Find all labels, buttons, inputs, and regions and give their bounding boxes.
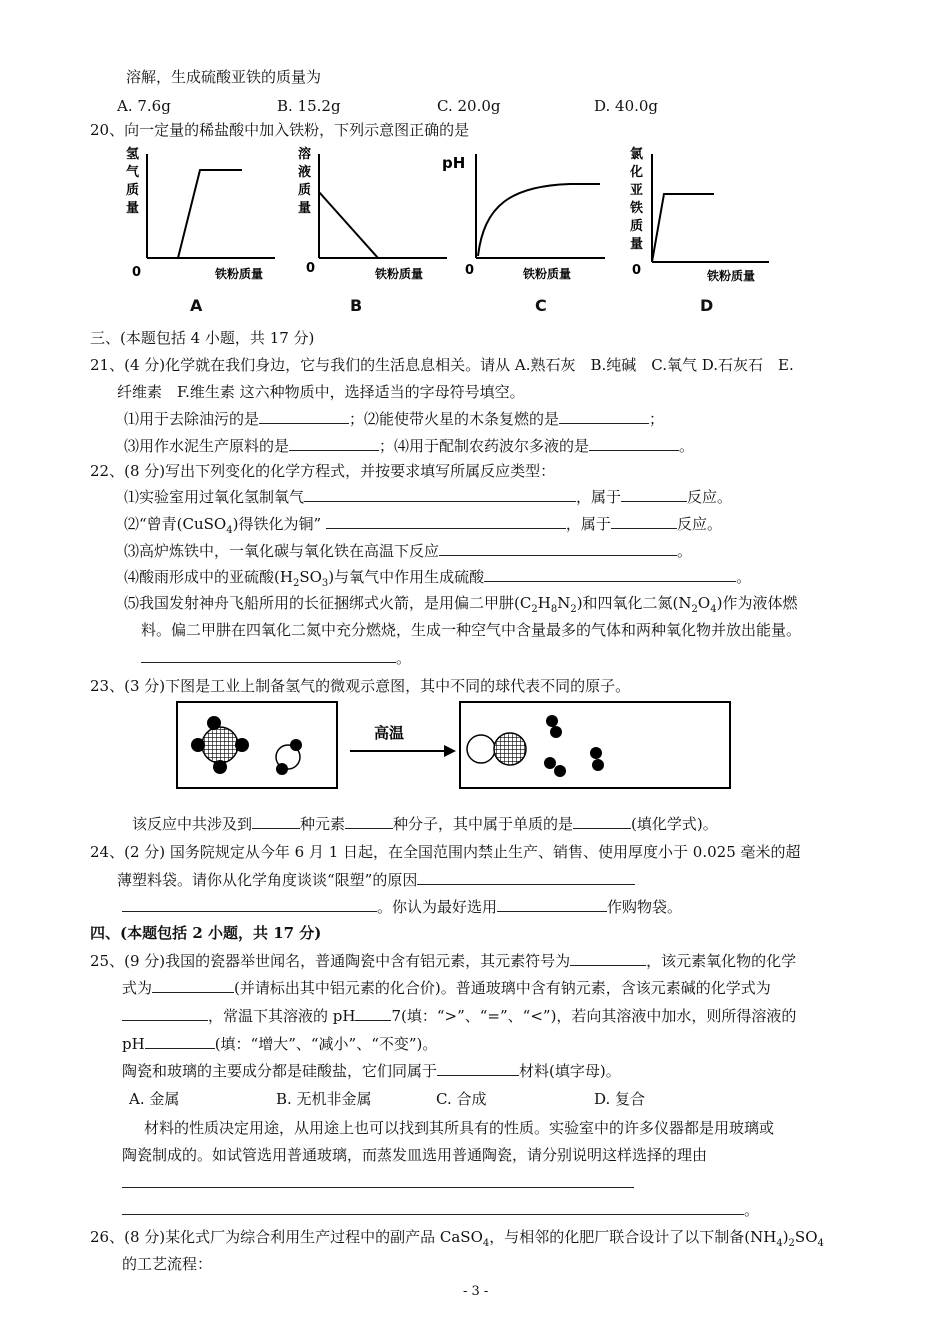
q23-arrow-head [444,745,456,757]
q22-item-2 [124,513,722,534]
q22-i4-end: 。 [736,568,752,586]
section-3-heading: 三、(本题包括 4 小题，共 17 分) [90,329,315,347]
q25-blank-reason-1[interactable] [122,1172,634,1188]
q22-i2-sub: 4 [226,525,233,536]
graph-d-ylabel-3: 铁 [630,201,644,216]
graph-b-ylabel-2: 质 [298,183,312,198]
graph-a [120,146,280,286]
q26-line1 [90,1227,824,1247]
q26-line2: 的工艺流程： [122,1255,213,1273]
q26-l1d: SO [794,1228,818,1246]
q25-line5 [122,1060,621,1081]
graph-c-zero: 0 [465,263,475,278]
q24-line3 [122,896,682,917]
q25-l1a: 25、(9 分)我国的瓷器举世闻名，普通陶瓷中含有铝元素，其元素符号为 [90,952,571,970]
q21-blanks-row2 [124,435,694,456]
graph-d-ylabel-1: 化 [630,165,644,180]
q23-small-atom [191,738,205,752]
graph-c [440,146,610,286]
q21-line1: 21、(4 分)化学就在我们身边，它与我们的生活息息相关。请从 A.熟石灰 B.纯碱 C.氧气 D.石灰石 E. [90,356,794,374]
q23-diagram [176,701,736,791]
q22-i5-text2: )和四氧化二氮(N [576,594,692,612]
q23-stem: 23、(3 分)下图是工业上制备氢气的微观示意图，其中不同的球代表不同的原子。 [90,677,631,695]
q22-i2-text: ⑵“曾青(CuSO [124,515,227,533]
q22-i1-text: ⑴实验室用过氧化氢制氧气 [124,488,305,506]
q23-a3: 种分子，其中属于单质的是 [393,815,574,833]
q22-i1-blank[interactable] [304,486,576,502]
q20-stem: 20、向一定量的稀盐酸中加入铁粉，下列示意图正确的是 [90,121,470,139]
graph-d-zero: 0 [632,263,642,278]
q21-s1: ⑴用于去除油污的是 [124,410,260,428]
q23-large-atom [494,733,526,765]
graph-b-ylabel-1: 液 [298,165,312,180]
graph-d [624,146,774,286]
q23-blank-element[interactable] [573,813,631,829]
q25-option-d: D. 复合 [594,1090,646,1108]
q25-line7: 材料的性质决定用途，从用途上也可以找到其所具有的性质。实验室中的许多仪器都是用玻璃或 [144,1119,775,1137]
q25-blank-reason-2[interactable] [122,1199,744,1215]
q23-small-atom [554,765,566,777]
graph-b-xlabel: 铁粉质量 [375,267,424,281]
q25-answer-line2 [122,1199,759,1220]
q22-item-4 [124,566,751,587]
q25-l2b: (并请标出其中铝元素的化合价)。普通玻璃中含有钠元素，含该元素碱的化学式为 [234,979,771,997]
q25-blank-formula[interactable] [152,977,234,993]
q26-l1c: ) [782,1228,789,1246]
q25-l3b: 7(填：“>”、“=”、“<”)，若向其溶液中加水，则所得溶液的 [391,1007,797,1025]
q25-line8: 陶瓷制成的。如试管选用普通玻璃，而蒸发皿选用普通陶瓷，请分别说明这样选择的理由 [122,1146,708,1164]
graph-c-ylabel: pH [442,154,466,172]
graph-d-ylabel-4: 质 [630,219,644,234]
q22-i2-text2: )得铁化为铜” [232,515,322,533]
q22-i4-sub2: 3 [321,578,329,589]
graph-b-ylabel-0: 溶 [298,147,312,162]
q22-i4-text: ⑷酸雨形成中的亚硫酸(H [124,568,293,586]
q19-option-a: A. 7.6g [117,97,171,115]
graph-d-ylabel-2: 亚 [630,183,644,198]
q22-i4-sub1: 2 [292,578,300,589]
q23-small-atom [213,760,227,774]
q25-answer-line1 [122,1172,634,1193]
q21-s2end: ； [649,410,665,428]
graph-d-ylabel-0: 氯 [630,147,644,162]
graph-b-zero: 0 [306,261,316,276]
graph-d-curve [652,194,714,262]
q25-l5a: 陶瓷和玻璃的主要成分都是硅酸盐，它们同属于 [122,1062,438,1080]
q22-i5-line2: 料。偏二甲肼在四氧化二氮中充分燃烧，生成一种空气中含量最多的气体和两种氧化物并放出能量。 [141,621,802,639]
q23-arrow-label: 高温 [374,724,405,742]
q23-small-atom [550,726,562,738]
q21-s3: ⑶用作水泥生产原料的是 [124,437,290,455]
graph-c-caption: C [535,296,547,315]
q25-option-c: C. 合成 [436,1090,487,1108]
page-number: - 3 - [463,1284,489,1299]
q22-i2-reaction: 反应。 [676,515,722,533]
q25-end: 。 [744,1201,760,1219]
q23-small-atom [235,738,249,752]
q23-small-atom [207,716,221,730]
q25-l1b: ，该元素氧化物的化学 [646,952,797,970]
q23-small-atom [544,757,556,769]
graph-b-caption: B [350,296,363,315]
q26-l1-sub: 4 [482,1238,490,1249]
q19-continuation: 溶解，生成硫酸亚铁的质量为 [126,68,322,86]
graph-b-ylabel-3: 量 [298,201,312,216]
q22-i5-text3: )作为液体燃 [716,594,798,612]
graph-c-curve [478,184,600,256]
q24-blank-reason-2[interactable] [122,896,377,912]
graph-a-ylabel-1: 气 [126,165,140,180]
q22-i5-answer [141,647,411,668]
q25-blank-base[interactable] [122,1005,208,1021]
q22-item-1 [124,486,732,507]
q22-i5-sub4: 2 [691,604,698,615]
q21-blank-4[interactable] [589,435,679,451]
q22-i5-sub3: 2 [570,604,577,615]
q23-large-atom [202,727,238,763]
q26-l1-sub4: 4 [817,1238,824,1249]
q25-blank-material[interactable] [437,1060,519,1076]
q22-i4-blank[interactable] [484,566,736,582]
q21-blank-3[interactable] [289,435,379,451]
q22-i5-blank[interactable] [141,647,396,663]
q21-line2: 纤维素 F.维生素 这六种物质中，选择适当的字母符号填空。 [117,383,525,401]
q22-i4-text2: )与氧气中作用生成硫酸 [328,568,485,586]
q25-line4 [122,1033,437,1054]
q26-l1a: 26、(8 分)某化式厂为综合利用生产过程中的副产品 CaSO [90,1228,483,1246]
graph-a-ylabel-2: 质 [126,183,140,198]
q21-blank-1[interactable] [259,408,349,424]
q23-blank-molecules[interactable] [345,813,393,829]
q23-small-atom [290,739,302,751]
q22-item-5 [124,593,797,613]
q22-i1-type-blank[interactable] [621,486,687,502]
q24-line3b: 作购物袋。 [607,898,683,916]
graph-d-xlabel: 铁粉质量 [707,269,756,283]
q22-i2-belongs: ，属于 [565,515,611,533]
q24-blank-bag[interactable] [497,896,607,912]
graph-a-ylabel-0: 氢 [126,147,140,162]
q26-l1-sub2: 4 [776,1238,783,1249]
q22-i1-reaction: 反应。 [687,488,733,506]
q24-line2-text: 薄塑料袋。请你从化学角度谈谈“限塑”的原因 [117,871,418,889]
q23-a4: (填化学式)。 [631,815,718,833]
q22-i5-n: N [557,594,571,612]
q22-i3-text: ⑶高炉炼铁中，一氧化碳与氧化铁在高温下反应 [124,542,440,560]
q22-item-3 [124,540,692,561]
q19-option-c: C. 20.0g [437,97,501,115]
q22-i5-sub2: 8 [550,604,558,615]
q25-blank-ph-change[interactable] [145,1033,215,1049]
graph-b-curve [319,192,378,258]
q22-i3-end: 。 [677,542,693,560]
q24-line1: 24、(2 分) 国务院规定从今年 6 月 1 日起，在全国范围内禁止生产、销售、使用厚度小于 0.025 毫米的超 [90,843,801,861]
q25-l2a: 式为 [122,979,153,997]
graph-a-caption: A [190,296,203,315]
q25-blank-symbol[interactable] [570,950,646,966]
q25-line2 [122,977,771,998]
q25-line1 [90,950,796,971]
q25-line3 [122,1005,796,1026]
q25-l3a: ，常温下其溶液的 pH [208,1007,356,1025]
q22-i4-so: SO [299,568,322,586]
q24-line3a: 。你认为最好选用 [377,898,498,916]
graph-b [292,146,452,286]
q25-option-b: B. 无机非金属 [276,1090,372,1108]
q22-i5-end: 。 [396,649,412,667]
graph-a-xlabel: 铁粉质量 [215,267,264,281]
q24-line2 [117,869,635,890]
q26-l1b: ，与相邻的化肥厂联合设计了以下制备(NH [489,1228,777,1246]
q21-s4: ；⑷用于配制农药波尔多液的是 [379,437,590,455]
graph-a-zero: 0 [132,265,142,280]
q23-small-atom [546,715,558,727]
q23-a1: 该反应中共涉及到 [132,815,253,833]
q25-option-a: A. 金属 [129,1090,180,1108]
q22-stem: 22、(8 分)写出下列变化的化学方程式，并按要求填写所属反应类型： [90,462,556,480]
q22-i2-type-blank[interactable] [611,513,677,529]
graph-d-ylabel-5: 量 [630,237,644,252]
q25-l4b: (填：“增大”、“减小”、“不变”)。 [214,1035,438,1053]
q19-option-b: B. 15.2g [277,97,341,115]
graph-a-curve [178,170,242,258]
q21-s4end: 。 [679,437,695,455]
q22-i3-blank[interactable] [439,540,677,556]
q22-i1-belongs: ，属于 [576,488,622,506]
q22-i5-o: O [697,594,711,612]
q22-i5-sub1: 2 [531,604,538,615]
q24-blank-reason-1[interactable] [417,869,635,885]
q21-s2: ；⑵能使带火星的木条复燃的是 [349,410,560,428]
q21-blanks-row1 [124,408,664,429]
q23-answer-line [132,813,718,834]
graph-d-caption: D [700,296,714,315]
q21-blank-2[interactable] [559,408,649,424]
q23-small-atom [592,759,604,771]
q23-a2: 种元素 [300,815,346,833]
graph-c-xlabel: 铁粉质量 [523,267,572,281]
graph-a-ylabel-3: 量 [126,201,140,216]
section-4-heading: 四、(本题包括 2 小题，共 17 分) [90,924,322,942]
q22-i5-sub5: 4 [710,604,717,615]
q23-open-atom [467,735,495,763]
q23-small-atom [590,747,602,759]
q22-i2-blank[interactable] [326,513,566,529]
q26-l1-sub3: 2 [788,1238,795,1249]
q25-l4a: pH [122,1035,145,1053]
q22-i5-text: ⑸我国发射神舟飞船所用的长征捆绑式火箭，是用偏二甲肼(C [124,594,532,612]
q25-blank-ph-compare[interactable] [355,1005,391,1021]
q22-i5-h: H [537,594,551,612]
q23-small-atom [276,763,288,775]
q25-l5b: 材料(填字母)。 [519,1062,621,1080]
q23-blank-elements[interactable] [252,813,300,829]
q19-option-d: D. 40.0g [594,97,659,115]
